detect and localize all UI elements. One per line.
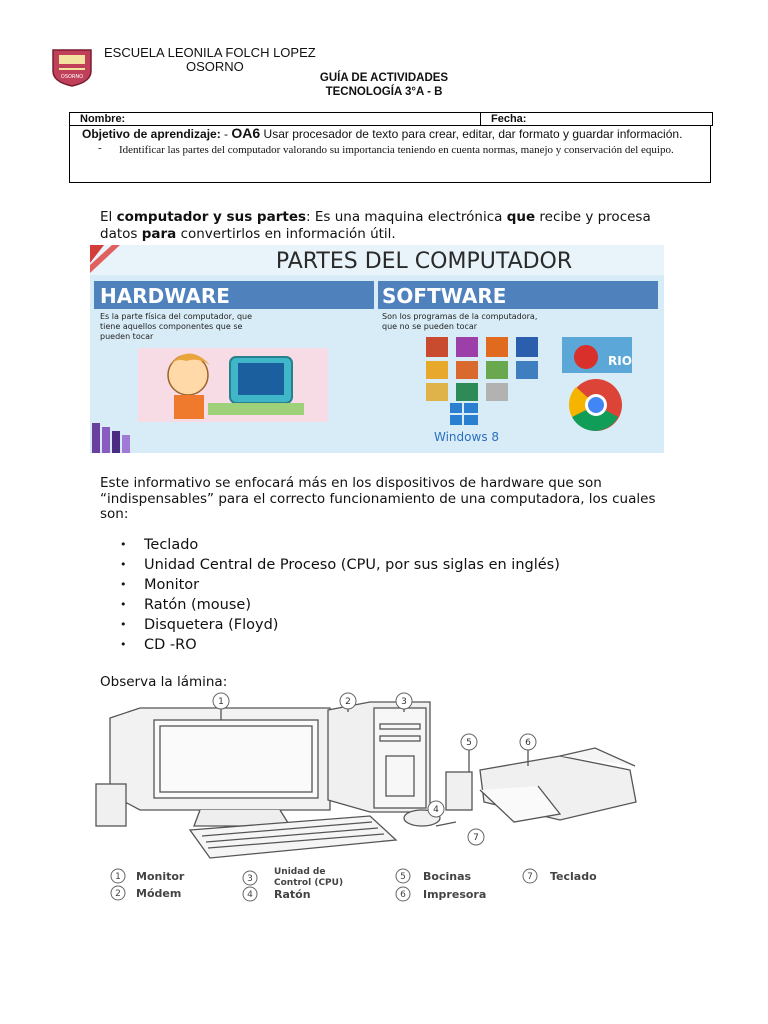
objective-code: OA6 xyxy=(231,125,261,141)
bullet-icon: • xyxy=(120,538,127,551)
monitor-drawing xyxy=(110,708,330,826)
bullet-icon: • xyxy=(120,598,127,611)
list-item: • Unidad Central de Proceso (CPU, por sus siglas en inglés) xyxy=(120,557,560,573)
school-city: OSORNO xyxy=(186,59,244,74)
hardware-text-2: tiene aquellos componentes que se xyxy=(100,322,243,331)
objective-dash: - xyxy=(224,127,229,141)
objective-box xyxy=(69,125,711,183)
bullet-icon: • xyxy=(120,558,127,571)
bullet-icon: • xyxy=(120,578,127,591)
svg-text:3: 3 xyxy=(401,697,407,707)
list-item: • Disquetera (Floyd) xyxy=(120,617,279,633)
callout-1 xyxy=(213,693,229,709)
intro-paragraph: El computador y sus partes: Es una maquina electrónica que recibe y procesa datos para convertirlos en información útil. xyxy=(100,209,651,242)
callout-2 xyxy=(340,693,356,709)
svg-text:7: 7 xyxy=(527,872,533,882)
banner-title: PARTES DEL COMPUTADOR xyxy=(275,249,573,274)
cpu-drawing xyxy=(328,702,430,812)
date-field[interactable] xyxy=(481,113,713,126)
legend-speakers: Bocinas xyxy=(423,870,472,883)
child-computer-illustration xyxy=(138,348,328,422)
hardware-text-3: pueden tocar xyxy=(100,332,154,341)
svg-text:4: 4 xyxy=(247,890,253,900)
svg-text:1: 1 xyxy=(115,872,121,882)
objective-label: Objetivo de aprendizaje: xyxy=(82,127,221,141)
logo-text: OSORNO xyxy=(60,74,84,80)
svg-text:3: 3 xyxy=(247,874,253,884)
hardware-text-1: Es la parte física del computador, que xyxy=(100,312,253,321)
list-item: • Monitor xyxy=(120,577,200,593)
printer-drawing xyxy=(480,748,636,822)
software-title: SOFTWARE xyxy=(382,284,507,308)
right-speaker-drawing xyxy=(446,772,472,810)
callout-6 xyxy=(520,734,536,750)
software-text-2: que no se pueden tocar xyxy=(382,322,478,331)
svg-text:5: 5 xyxy=(466,738,472,748)
computer-parts-banner xyxy=(90,245,664,453)
svg-text:1: 1 xyxy=(218,697,224,707)
bullet-icon: • xyxy=(120,618,127,631)
legend-printer: Impresora xyxy=(423,888,487,901)
hardware-title: HARDWARE xyxy=(100,284,230,308)
school-header xyxy=(104,46,316,74)
date-label: Fecha: xyxy=(491,113,527,125)
legend-modem: Módem xyxy=(136,887,182,900)
objective-bullet-dash: - xyxy=(98,142,102,154)
svg-text:2: 2 xyxy=(115,889,121,899)
legend-keyboard: Teclado xyxy=(550,870,597,883)
callout-3 xyxy=(396,693,412,709)
bullet-icon: • xyxy=(120,638,127,651)
list-item: • Ratón (mouse) xyxy=(120,597,251,613)
illustration-legend xyxy=(111,867,597,901)
school-name: ESCUELA LEONILA FOLCH LOPEZ xyxy=(104,45,316,60)
windows-label: Windows 8 xyxy=(434,430,500,444)
list-item: • Teclado xyxy=(120,537,199,553)
svg-text:5: 5 xyxy=(400,872,406,882)
svg-text:RIO: RIO xyxy=(608,354,632,368)
hardware-list xyxy=(100,535,560,655)
observe-instruction: Observa la lámina: xyxy=(100,674,228,690)
hardware-paragraph-end: son: xyxy=(100,506,129,522)
software-text-1: Son los programas de la computadora, xyxy=(382,312,538,321)
legend-cpu-1: Unidad de xyxy=(274,867,326,877)
guide-subtitle: TECNOLOGÍA 3°A - B xyxy=(325,86,443,98)
student-info-table xyxy=(69,112,713,126)
legend-cpu-2: Control (CPU) xyxy=(274,878,344,888)
svg-text:2: 2 xyxy=(345,697,351,707)
svg-text:6: 6 xyxy=(400,890,406,900)
hardware-paragraph-text: Este informativo se enfocará más en los dispositivos de hardware que son “indispensables” para el correcto funcionamiento de una computadora, los cuales xyxy=(100,475,656,507)
svg-text:7: 7 xyxy=(473,833,479,843)
name-label: Nombre: xyxy=(80,113,126,125)
left-speaker-drawing xyxy=(96,784,126,826)
svg-text:4: 4 xyxy=(433,805,439,815)
list-item: • CD -RO xyxy=(120,637,197,653)
svg-text:6: 6 xyxy=(525,738,531,748)
objective-text: Usar procesador de texto para crear, editar, dar formato y guardar información. xyxy=(263,127,683,141)
name-field[interactable] xyxy=(70,113,481,126)
hardware-paragraph xyxy=(100,476,680,523)
callout-5 xyxy=(461,734,477,750)
computer-parts-illustration xyxy=(90,690,690,915)
callout-4 xyxy=(428,801,444,817)
objective-bullet-text: Identificar las partes del computador valorando su importancia teniendo en cuenta normas, manejo y conservación del equipo. xyxy=(119,144,674,156)
callout-7 xyxy=(468,829,484,845)
legend-mouse: Ratón xyxy=(274,888,311,901)
guide-title: GUÍA DE ACTIVIDADES xyxy=(319,72,449,84)
angry-birds-icon xyxy=(562,337,632,373)
legend-monitor: Monitor xyxy=(136,870,185,883)
